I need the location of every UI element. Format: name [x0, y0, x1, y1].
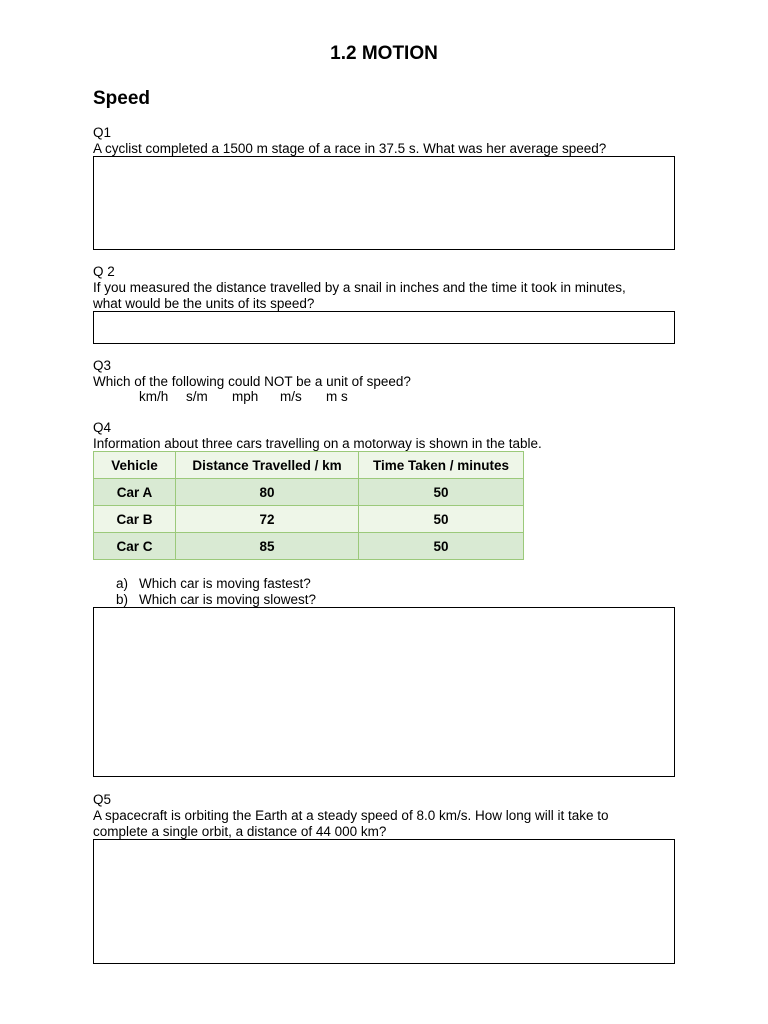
table-cell: Car A [94, 479, 176, 506]
q4-sub-question-a [116, 576, 311, 592]
table-cell: Car B [94, 506, 176, 533]
section-heading-speed: Speed [93, 88, 151, 109]
unit-option: m/s [280, 389, 302, 404]
q1-answer-box[interactable] [93, 156, 675, 250]
q5-text-line2: complete a single orbit, a distance of 44 000 km? [93, 824, 387, 839]
q5-number: Q5 [93, 792, 112, 807]
cars-table [93, 451, 524, 560]
sub-question-text: Which car is moving slowest? [139, 592, 317, 607]
q4-number: Q4 [93, 420, 112, 435]
q2-text-line1: If you measured the distance travelled by a snail in inches and the time it took in minutes, [93, 280, 626, 295]
q2-number: Q 2 [93, 264, 115, 279]
unit-option: mph [232, 389, 259, 404]
table-row [94, 506, 524, 533]
table-header-cell: Vehicle [94, 452, 176, 479]
q2-text-line2: what would be the units of its speed? [93, 296, 315, 311]
q3-unit-options [139, 389, 348, 405]
table-row [94, 479, 524, 506]
q1-text: A cyclist completed a 1500 m stage of a race in 37.5 s. What was her average speed? [93, 141, 607, 156]
table-cell: 50 [359, 533, 524, 560]
table-cell: 85 [176, 533, 359, 560]
q4-text: Information about three cars travelling on a motorway is shown in the table. [93, 436, 542, 451]
table-cell: 72 [176, 506, 359, 533]
sub-question-marker: b) [116, 592, 129, 607]
unit-option: s/m [186, 389, 208, 404]
table-cell: 50 [359, 506, 524, 533]
table-row [94, 533, 524, 560]
q3-text: Which of the following could NOT be a unit of speed? [93, 374, 411, 389]
page-title: 1.2 MOTION [330, 43, 438, 64]
q2-answer-box[interactable] [93, 311, 675, 344]
sub-question-marker: a) [116, 576, 129, 591]
q3-number: Q3 [93, 358, 112, 373]
sub-question-text: Which car is moving fastest? [139, 576, 311, 591]
q4-sub-question-b [116, 592, 316, 608]
q5-text-line1: A spacecraft is orbiting the Earth at a steady speed of 8.0 km/s. How long will it take to [93, 808, 609, 823]
unit-option: m s [326, 389, 348, 404]
q1-number: Q1 [93, 125, 112, 140]
table-header-cell: Distance Travelled / km [176, 452, 359, 479]
table-cell: 80 [176, 479, 359, 506]
unit-option: km/h [139, 389, 169, 404]
table-cell: Car C [94, 533, 176, 560]
q5-answer-box[interactable] [93, 839, 675, 964]
q4-answer-box[interactable] [93, 607, 675, 777]
table-cell: 50 [359, 479, 524, 506]
table-header-row [94, 452, 524, 479]
table-header-cell: Time Taken / minutes [359, 452, 524, 479]
